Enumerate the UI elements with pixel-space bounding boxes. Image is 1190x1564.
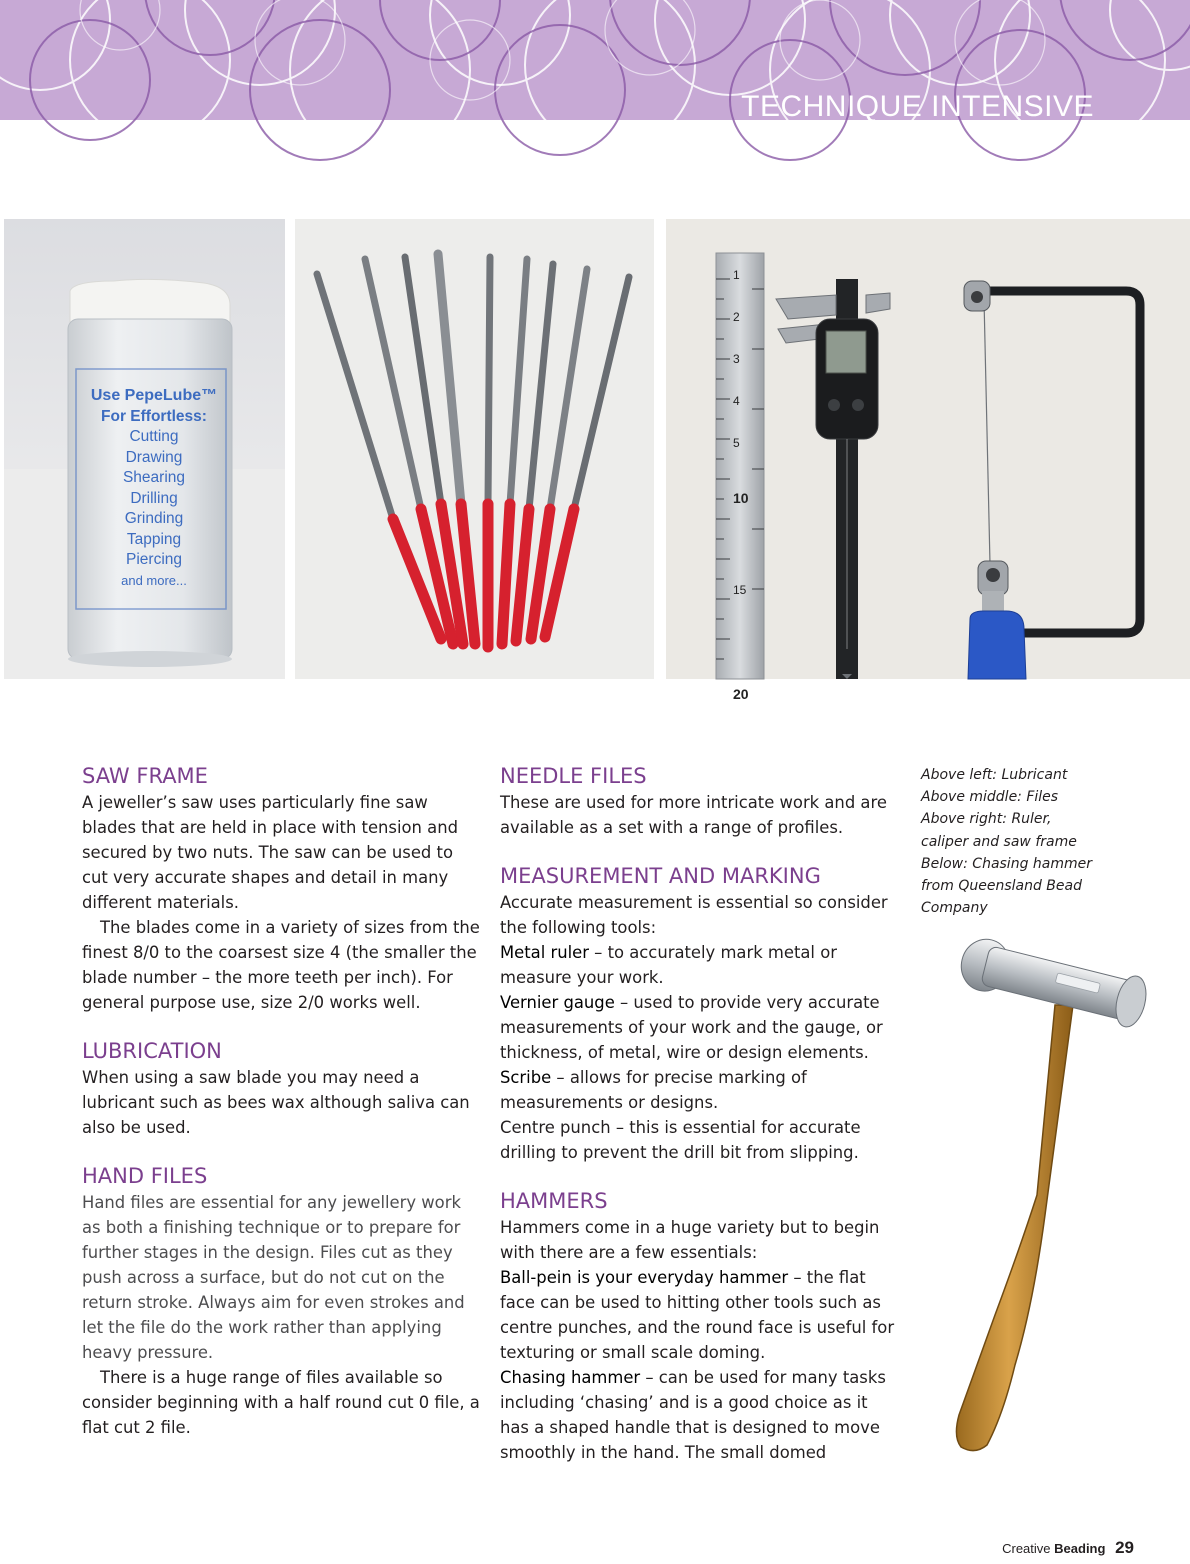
caption-line: from Queensland Bead: [921, 878, 1082, 895]
tool-item: [500, 1365, 900, 1465]
tool-item: [500, 940, 900, 990]
magazine-name: Beading: [1054, 1541, 1106, 1556]
tool-description: – allows for precise marking of measurements or designs.: [500, 1068, 807, 1112]
paragraph: A jeweller’s saw uses particularly fine saw blades that are held in place with tension and secured by two nuts. The saw can be used to cut very accurate shapes and detail in many different materials.: [82, 793, 458, 912]
caption-line: Below: Chasing hammer: [921, 855, 1093, 872]
lubricant-label-text: [64, 386, 244, 591]
heading-hammers: HAMMERS: [500, 1189, 608, 1213]
section-measurement: [500, 862, 900, 1165]
section-title: TECHNIQUE INTENSIVE: [741, 90, 1094, 123]
tool-description: – to accurately mark metal or measure your work.: [500, 943, 837, 987]
tool-description: – can be used for many tasks including ‘chasing’ and is a good choice as it has a shaped handle that is designed to move smoothly in the hand. The small domed: [500, 1368, 886, 1462]
photo-caption: [921, 764, 1101, 919]
ruler-number: 2: [733, 310, 740, 324]
section-hammers: [500, 1187, 900, 1465]
header-banner: [0, 0, 1190, 123]
paragraph: Hand files are essential for any jewellery work as both a finishing technique or to prepare for further stages in the design. Files cut as they push across a surface, but do not cut on the return stroke. Always aim for even strokes and let the file do the work rather than applying heavy pressure.: [82, 1193, 465, 1362]
caption-line: Above right: Ruler,: [921, 811, 1052, 828]
caption-line: caliper and saw frame: [921, 833, 1077, 850]
tool-item: [500, 1065, 900, 1115]
photo-lubricant: [4, 219, 285, 679]
label-line: Shearing: [122, 469, 186, 486]
paragraph: There is a huge range of files available so consider beginning with a half round cut 0 file, a flat cut 2 file.: [82, 1368, 480, 1437]
tool-term: Vernier gauge: [500, 993, 615, 1012]
ruler-number: 3: [733, 352, 740, 366]
section-hand-files: [82, 1162, 482, 1440]
ruler-number: 10: [733, 490, 749, 506]
caption-line: Company: [921, 900, 988, 917]
text-column-1: [82, 762, 482, 1440]
label-line: Use PepeLube™: [90, 387, 218, 404]
page-number: 29: [1115, 1538, 1134, 1557]
paragraph: The blades come in a variety of sizes from the finest 8/0 to the coarsest size 4 (the smaller the blade number – the more teeth per inch). For general purpose use, size 2/0 works well.: [82, 918, 480, 1012]
photo-ruler-caliper-saw: [666, 219, 1190, 702]
ruler-number: 1: [733, 268, 740, 282]
label-line: Tapping: [126, 530, 182, 548]
heading-hand-files: HAND FILES: [82, 1164, 208, 1188]
text-column-2: [500, 762, 900, 1465]
paragraph: Hammers come in a huge variety but to begin with there are a few essentials:: [500, 1218, 880, 1262]
ruler-number: 4: [733, 394, 740, 408]
tool-term: Chasing hammer: [500, 1368, 641, 1387]
label-line: Piercing: [126, 551, 182, 568]
magazine-prefix: Creative: [1002, 1541, 1051, 1556]
tool-term: Metal ruler: [500, 943, 589, 962]
paragraph: When using a saw blade you may need a lubricant such as bees wax although saliva can also be used.: [82, 1068, 470, 1137]
paragraph: These are used for more intricate work and are available as a set with a range of profiles.: [500, 793, 887, 837]
label-line: Drawing: [125, 448, 183, 466]
heading-needle-files: NEEDLE FILES: [500, 764, 647, 788]
label-line: Cutting: [129, 428, 179, 445]
tool-item: [500, 990, 900, 1065]
ruler-number: 15: [733, 583, 747, 597]
photo-needle-files: [295, 219, 654, 679]
caption-line: Above middle: Files: [921, 789, 1059, 806]
label-line: Drilling: [130, 489, 178, 507]
tool-term: Scribe: [500, 1068, 552, 1087]
tool-description: – used to provide very accurate measurements of your work and the gauge, or thickness, of metal, wire or design elements.: [500, 993, 883, 1062]
label-line: Grinding: [124, 510, 184, 527]
heading-measurement: MEASUREMENT AND MARKING: [500, 864, 821, 888]
section-lubrication: [82, 1037, 482, 1140]
tool-description: – the flat face can be used to hitting other tools such as centre punches, and the round face is useful for texturing or small scale doming.: [500, 1268, 895, 1362]
ruler-number: 5: [733, 436, 740, 450]
paragraph: Accurate measurement is essential so consider the following tools:: [500, 893, 888, 937]
caption-line: Above left: Lubricant: [921, 767, 1068, 783]
tool-item: [500, 1115, 900, 1165]
tool-term: Ball-pein is your everyday hammer: [500, 1268, 789, 1287]
tool-term: Centre punch: [500, 1118, 611, 1137]
tool-item: [500, 1265, 900, 1365]
section-saw-frame: [82, 762, 482, 1015]
tool-description: – this is essential for accurate drilling to prevent the drill bit from slipping.: [500, 1118, 861, 1162]
needle-file: [488, 257, 490, 647]
chasing-hammer-image: [905, 945, 1175, 1455]
heading-lubrication: LUBRICATION: [82, 1039, 222, 1063]
heading-saw-frame: SAW FRAME: [82, 764, 208, 788]
ruler-number: 20: [733, 686, 749, 702]
section-needle-files: [500, 762, 900, 840]
label-line: and more...: [121, 572, 187, 588]
page-footer: [1002, 1538, 1134, 1558]
label-line: For Effortless:: [101, 407, 207, 425]
